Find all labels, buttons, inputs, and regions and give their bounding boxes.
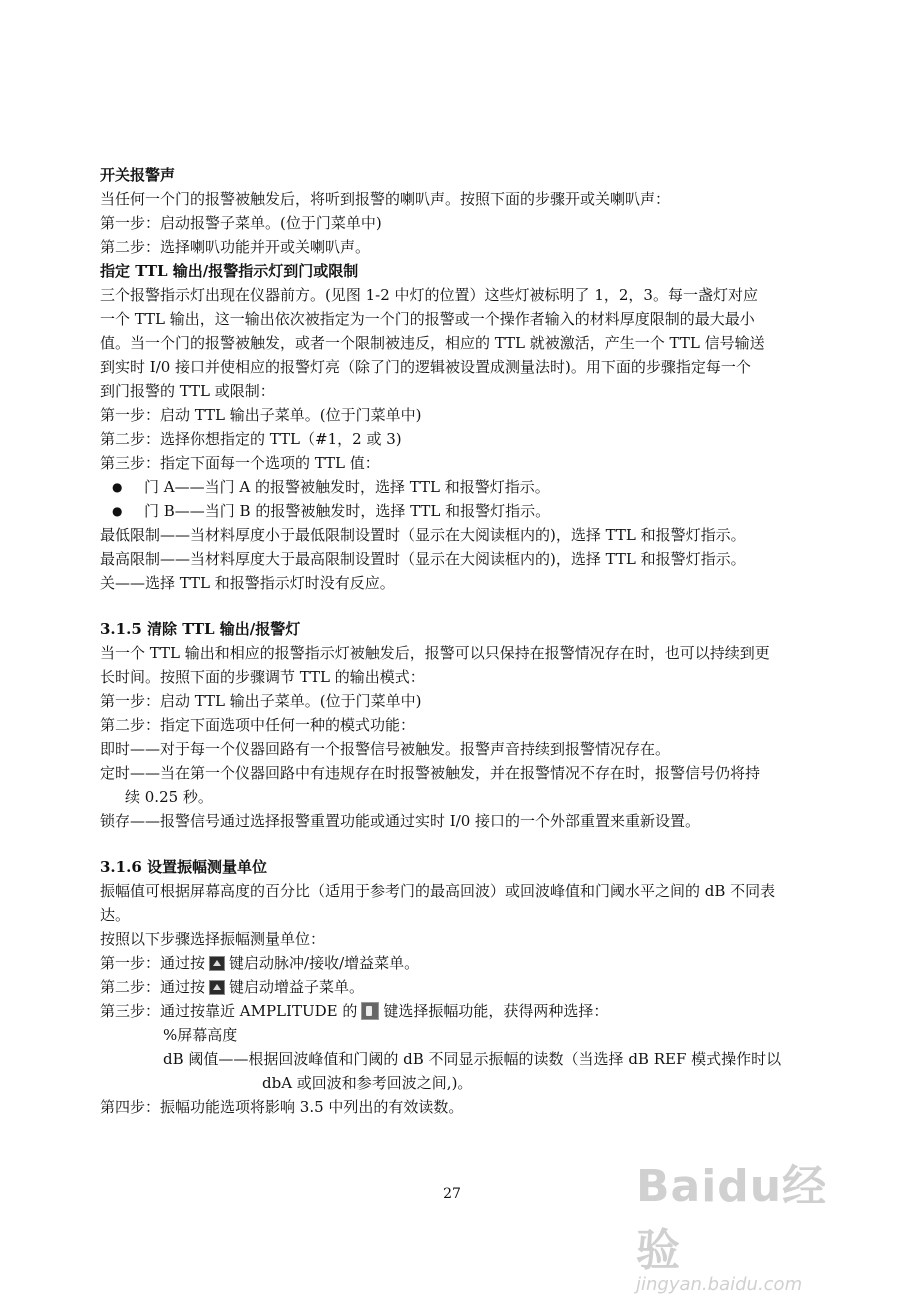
paragraph-line: 振幅值可根据屏幕高度的百分比（适用于参考门的最高回波）或回波峰值和门阈水平之间的 dB 不同表	[100, 882, 776, 900]
paragraph-line: 长时间。按照下面的步骤调节 TTL 的输出模式：	[100, 668, 425, 686]
paragraph-line: 到门报警的 TTL 或限制：	[100, 382, 275, 400]
list-item-gate-b: 门 B——当门 B 的报警被触发时，选择 TTL 和报警灯指示。	[144, 502, 551, 520]
heading-3-1-5: 3.1.5 清除 TTL 输出/报警灯	[100, 620, 301, 638]
heading-alarm-sound: 开关报警声	[100, 166, 176, 184]
step-line: 第一步：启动 TTL 输出子菜单。(位于门菜单中)	[100, 406, 422, 424]
step-text: 键启动增益子菜单。	[229, 978, 365, 996]
bullet-icon: ●	[112, 480, 123, 494]
option-line: %屏幕高度	[163, 1026, 238, 1044]
step-line	[100, 999, 820, 1023]
step-text: 第二步：通过按	[100, 978, 206, 996]
step-line: 第一步：启动 TTL 输出子菜单。(位于门菜单中)	[100, 692, 422, 710]
step-line	[100, 975, 820, 999]
step-text: 第三步：通过按靠近 AMPLITUDE 的	[100, 1002, 358, 1020]
watermark-logo: Baidu经验	[636, 1161, 828, 1276]
amplitude-key-icon	[361, 1002, 379, 1020]
step-line: 第一步：启动报警子菜单。(位于门菜单中)	[100, 214, 382, 232]
step-line: 第二步：指定下面选项中任何一种的模式功能：	[100, 716, 416, 734]
step-line: 第四步：振幅功能选项将影响 3.5 中列出的有效读数。	[100, 1098, 464, 1116]
option-line: 即时——对于每一个仪器回路有一个报警信号被触发。报警声音持续到报警情况存在。	[100, 740, 671, 758]
option-line-cont: 续 0.25 秒。	[125, 788, 213, 806]
paragraph-line: 一个 TTL 输出，这一输出依次被指定为一个门的报警或一个操作者输入的材料厚度限制的最大最小	[100, 310, 755, 328]
paragraph-line: 值。当一个门的报警被触发，或者一个限制被违反，相应的 TTL 就被激活，产生一个 TTL 信号输送	[100, 334, 765, 352]
list-item-gate-a: 门 A——当门 A 的报警被触发时，选择 TTL 和报警灯指示。	[144, 478, 550, 496]
gain-key-icon	[209, 980, 225, 995]
step-line: 第二步：选择你想指定的 TTL（#1，2 或 3)	[100, 430, 402, 448]
page-number: 27	[443, 1186, 461, 1202]
paragraph-line: 按照以下步骤选择振幅测量单位：	[100, 930, 326, 948]
pulser-key-icon	[209, 956, 225, 971]
step-text: 键启动脉冲/接收/增益菜单。	[229, 954, 420, 972]
watermark-url: jingyan.baidu.com	[636, 1274, 803, 1295]
option-line-cont: dbA 或回波和参考回波之间,)。	[262, 1074, 473, 1092]
step-line: 第三步：指定下面每一个选项的 TTL 值：	[100, 454, 380, 472]
option-line: dB 阈值——根据回波峰值和门阈的 dB 不同显示振幅的读数（当选择 dB REF 模式操作时以	[163, 1050, 782, 1068]
paragraph-line: 当一个 TTL 输出和相应的报警指示灯被触发后，报警可以只保持在报警情况存在时，也可以持续到更	[100, 644, 770, 662]
heading-3-1-6: 3.1.6 设置振幅测量单位	[100, 858, 267, 876]
baidu-watermark	[636, 1150, 856, 1295]
paragraph-line: 三个报警指示灯出现在仪器前方。(见图 1-2 中灯的位置）这些灯被标明了 1，2，3。每一盏灯对应	[100, 286, 758, 304]
paragraph-line: 达。	[100, 906, 131, 924]
paragraph-line: 当任何一个门的报警被触发后，将听到报警的喇叭声。按照下面的步骤开或关喇叭声：	[100, 190, 671, 208]
bullet-icon: ●	[112, 504, 123, 518]
option-line: 最高限制——当材料厚度大于最高限制设置时（显示在大阅读框内的)，选择 TTL 和报警灯指示。	[100, 550, 746, 568]
step-text: 键选择振幅功能，获得两种选择：	[383, 1002, 609, 1020]
paragraph-line: 到实时 I/0 接口并使相应的报警灯亮（除了门的逻辑被设置成测量法时)。用下面的步骤指定每一个	[100, 358, 751, 376]
option-line: 锁存——报警信号通过选择报警重置功能或通过实时 I/0 接口的一个外部重置来重新设置。	[100, 812, 701, 830]
heading-ttl-assign: 指定 TTL 输出/报警指示灯到门或限制	[100, 262, 359, 280]
step-line	[100, 951, 820, 975]
step-line: 第二步：选择喇叭功能并开或关喇叭声。	[100, 238, 371, 256]
option-line: 最低限制——当材料厚度小于最低限制设置时（显示在大阅读框内的)，选择 TTL 和报警灯指示。	[100, 526, 746, 544]
option-line: 关——选择 TTL 和报警指示灯时没有反应。	[100, 574, 395, 592]
option-line: 定时——当在第一个仪器回路中有违规存在时报警被触发，并在报警情况不存在时，报警信号仍将持	[100, 764, 761, 782]
step-text: 第一步：通过按	[100, 954, 206, 972]
